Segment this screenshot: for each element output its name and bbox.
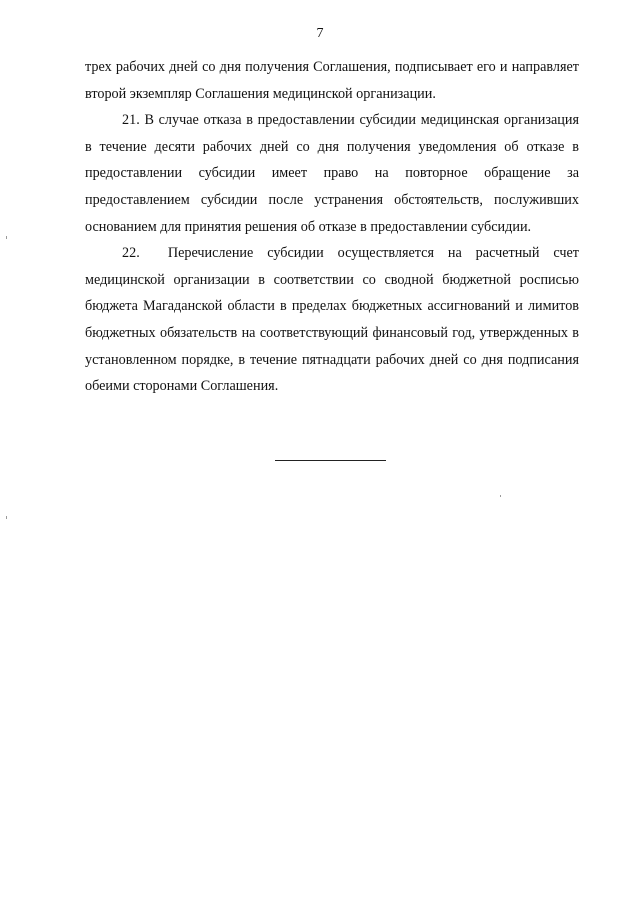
document-body bbox=[85, 54, 579, 400]
end-divider-line bbox=[275, 460, 386, 461]
page-number: 7 bbox=[316, 26, 324, 41]
scan-artifact-left-upper bbox=[6, 236, 7, 239]
paragraph-clause-21: 21. В случае отказа в предоставлении субсидии медицинская организация в течение десяти рабочих дней со дня получения уведомления об отказе в предоставлении субсидии имеет право на повторное обращение за предоставлением субсидии после устранения обстоятельств, послуживших основанием для принятия решения об отказе в предоставлении субсидии. bbox=[85, 112, 579, 235]
scan-artifact-left-lower bbox=[6, 516, 7, 519]
paragraph-continuation: трех рабочих дней со дня получения Соглашения, подписывает его и направляет второй экземпляр Соглашения медицинской организации. bbox=[85, 59, 579, 102]
paragraph-clause-22: 22. Перечисление субсидии осуществляется на расчетный счет медицинской организации в соответствии со сводной бюджетной росписью бюджета Магаданской области в пределах бюджетных ассигнований и лимитов бюджетных обязательств на соответствующий финансовый год, утвержденных в установленном порядке, в течение пятнадцати рабочих дней со дня подписания обеими сторонами Соглашения. bbox=[85, 245, 579, 395]
scan-artifact-right bbox=[500, 495, 501, 497]
